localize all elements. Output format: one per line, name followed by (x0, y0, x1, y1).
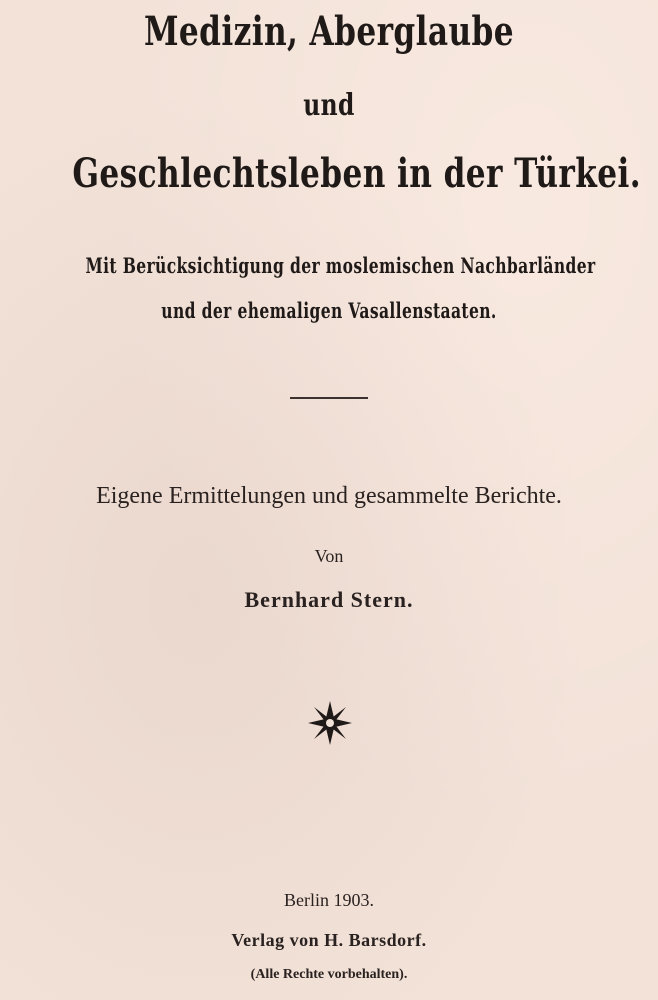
title-line-3: Geschlechtsleben in der Türkei. (72, 150, 641, 197)
eight-point-star-icon (307, 700, 353, 746)
subtitle-line-1: Mit Berücksichtigung der moslemischen Nachbarländer (85, 253, 596, 278)
title-line-2: und (303, 88, 355, 123)
statement-line: Eigene Ermittelungen und gesammelte Berichte. (96, 483, 562, 509)
title-line-1: Medizin, Aberglaube (144, 8, 514, 55)
divider-rule (290, 397, 368, 399)
place-year: Berlin 1903. (284, 890, 374, 910)
rights-notice: (Alle Rechte vorbehalten). (250, 967, 408, 982)
publisher: Verlag von H. Barsdorf. (231, 930, 427, 950)
author-name: Bernhard Stern. (244, 587, 414, 612)
subtitle-line-2: und der ehemaligen Vasallenstaaten. (161, 298, 497, 323)
by-label: Von (314, 546, 344, 566)
